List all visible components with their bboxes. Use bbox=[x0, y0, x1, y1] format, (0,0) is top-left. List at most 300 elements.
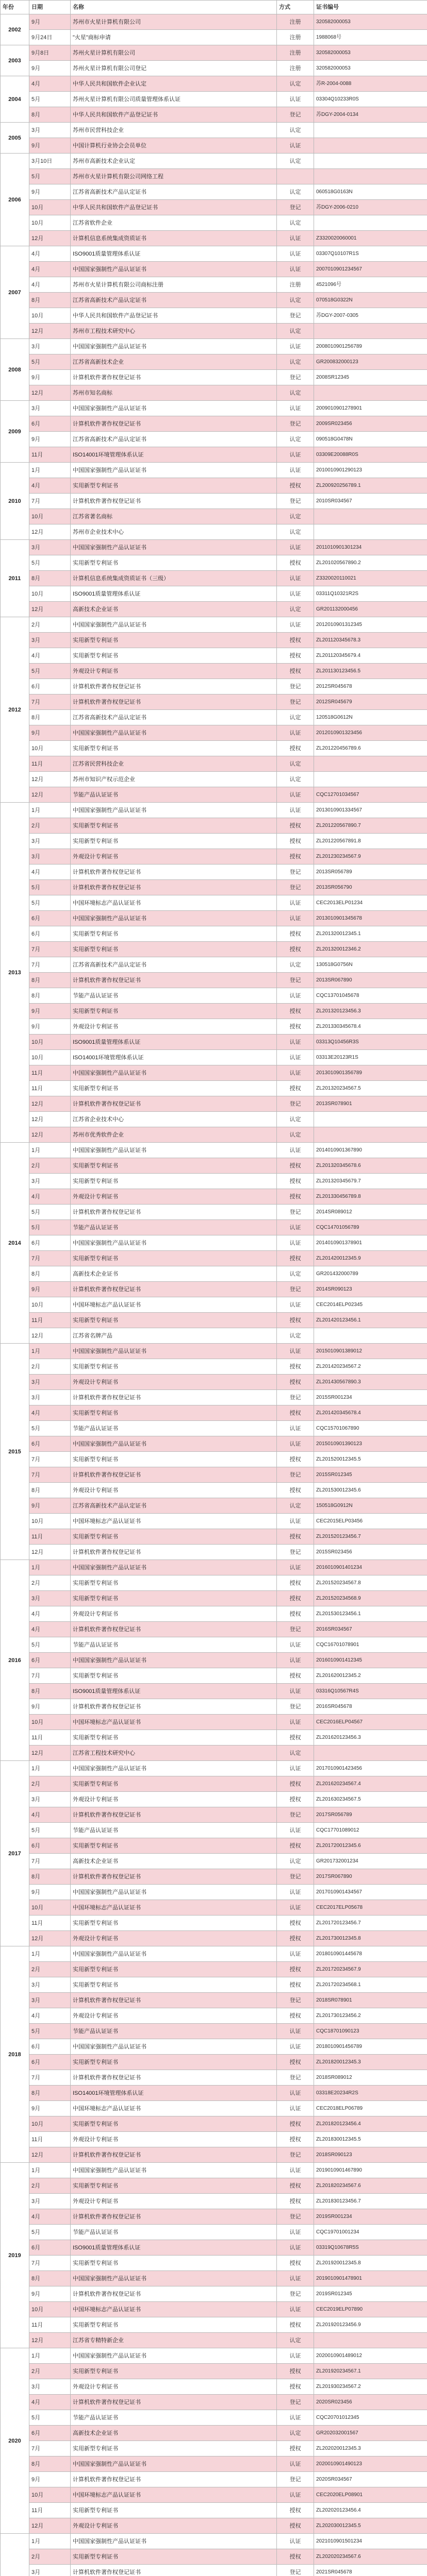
name-cell: 节能产品认证证书 bbox=[71, 2225, 277, 2240]
method-cell: 认证 bbox=[277, 2163, 314, 2178]
name-cell: 实用新型专利证书 bbox=[71, 478, 277, 494]
name-cell: 中国国家强制性产品认证证书 bbox=[71, 1436, 277, 1452]
name-cell: 江苏省著名商标 bbox=[71, 509, 277, 524]
method-cell: 登记 bbox=[277, 865, 314, 880]
name-cell: 中国国家强制性产品认证证书 bbox=[71, 1761, 277, 1776]
name-cell: 实用新型专利证书 bbox=[71, 1838, 277, 1854]
date-cell: 8月 bbox=[29, 2086, 71, 2101]
method-cell: 认定 bbox=[277, 154, 314, 169]
date-cell: 9月 bbox=[29, 61, 71, 76]
certificate-number-cell: 2010SR034567 bbox=[314, 494, 427, 509]
method-cell: 授权 bbox=[277, 2055, 314, 2070]
date-cell: 4月 bbox=[29, 478, 71, 494]
table-row bbox=[1, 895, 427, 911]
certificate-number-cell: 070518G0322N bbox=[314, 293, 427, 308]
table-row bbox=[1, 787, 427, 803]
certificate-number-cell: 苏R-2004-0088 bbox=[314, 76, 427, 92]
certificate-number-cell: ZL201220567891.8 bbox=[314, 834, 427, 849]
name-cell: 江苏省高新技术产品认定证书 bbox=[71, 1498, 277, 1514]
date-cell: 5月 bbox=[29, 354, 71, 370]
date-cell: 8月 bbox=[29, 1266, 71, 1282]
date-cell: 4月 bbox=[29, 76, 71, 92]
method-cell: 登记 bbox=[277, 1869, 314, 1885]
certificate-number-cell: 苏DGY-2006-0210 bbox=[314, 200, 427, 215]
date-cell: 3月 bbox=[29, 2194, 71, 2209]
table-row bbox=[1, 2240, 427, 2256]
method-cell: 注册 bbox=[277, 61, 314, 76]
name-cell: 苏州火星计算机有限公司 bbox=[71, 45, 277, 61]
method-cell: 认证 bbox=[277, 447, 314, 463]
method-cell: 认证 bbox=[277, 571, 314, 586]
certificate-number-cell: 2016010901401234 bbox=[314, 1560, 427, 1575]
date-cell: 10月 bbox=[29, 509, 71, 524]
table-row bbox=[1, 1637, 427, 1653]
name-cell: 高新技术企业证书 bbox=[71, 1266, 277, 1282]
name-cell: 高新技术企业证书 bbox=[71, 2426, 277, 2441]
certificate-number-cell: CQC14701056789 bbox=[314, 1220, 427, 1235]
certificate-number-cell: CQC16701078901 bbox=[314, 1637, 427, 1653]
certificate-number-cell: 03304Q10233R0S bbox=[314, 92, 427, 107]
table-row bbox=[1, 61, 427, 76]
date-cell: 11月 bbox=[29, 1081, 71, 1096]
name-cell: 中国环境标志产品认证证书 bbox=[71, 2302, 277, 2317]
date-cell: 2月 bbox=[29, 2178, 71, 2194]
date-cell: 8月 bbox=[29, 571, 71, 586]
name-cell: 计算机软件著作权登记证书 bbox=[71, 1807, 277, 1823]
certificate-number-cell: 2016010901412345 bbox=[314, 1653, 427, 1668]
method-cell: 授权 bbox=[277, 1575, 314, 1591]
date-cell: 5月 bbox=[29, 92, 71, 107]
date-cell: 10月 bbox=[29, 1514, 71, 1529]
certificate-number-cell: ZL201320234567.5 bbox=[314, 1081, 427, 1096]
date-cell: 3月 bbox=[29, 339, 71, 354]
date-cell: 1月 bbox=[29, 803, 71, 818]
method-cell: 授权 bbox=[277, 1483, 314, 1498]
name-cell: 计算机软件著作权登记证书 bbox=[71, 1390, 277, 1405]
certificate-number-cell: 2012010901323456 bbox=[314, 725, 427, 741]
date-cell: 2月 bbox=[29, 2549, 71, 2565]
method-cell: 授权 bbox=[277, 1019, 314, 1035]
name-cell: 计算机软件著作权登记证书 bbox=[71, 2395, 277, 2410]
name-cell: 计算机软件著作权登记证书 bbox=[71, 1699, 277, 1715]
date-cell: 10月 bbox=[29, 2487, 71, 2503]
method-cell: 认证 bbox=[277, 895, 314, 911]
table-row bbox=[1, 76, 427, 92]
date-cell: 8月 bbox=[29, 973, 71, 988]
name-cell: 外观设计专利证书 bbox=[71, 1606, 277, 1622]
date-cell: 1月 bbox=[29, 2534, 71, 2549]
year-cell: 2004 bbox=[1, 76, 29, 123]
certificate-number-cell: CEC2019ELP07890 bbox=[314, 2302, 427, 2317]
certificate-number-cell: Z3320020060001 bbox=[314, 231, 427, 246]
table-row bbox=[1, 1823, 427, 1838]
year-cell: 2003 bbox=[1, 45, 29, 76]
date-cell: 10月 bbox=[29, 308, 71, 324]
name-cell: 实用新型专利证书 bbox=[71, 942, 277, 957]
certificate-number-cell: ZL201830012345.5 bbox=[314, 2132, 427, 2147]
year-cell bbox=[1, 2534, 29, 2576]
table-row bbox=[1, 2070, 427, 2086]
method-cell: 授权 bbox=[277, 1452, 314, 1467]
table-row bbox=[1, 1838, 427, 1854]
name-cell: 苏州市知识产权示范企业 bbox=[71, 772, 277, 787]
method-cell: 认定 bbox=[277, 710, 314, 725]
method-cell: 授权 bbox=[277, 849, 314, 865]
method-cell: 授权 bbox=[277, 2379, 314, 2395]
table-row bbox=[1, 2147, 427, 2163]
certificate-number-cell: 2013010901345678 bbox=[314, 911, 427, 926]
name-cell: 计算机软件著作权登记证书 bbox=[71, 2209, 277, 2225]
certificate-number-cell: 2019010901478901 bbox=[314, 2271, 427, 2286]
name-cell: ISO9001质量管理体系认证 bbox=[71, 246, 277, 262]
certificate-number-cell: CQC15701067890 bbox=[314, 1421, 427, 1436]
certificate-number-cell: 090518G0478N bbox=[314, 432, 427, 447]
date-cell: 12月 bbox=[29, 602, 71, 617]
method-cell: 登记 bbox=[277, 1699, 314, 1715]
table-row bbox=[1, 1019, 427, 1035]
table-row bbox=[1, 617, 427, 633]
date-cell: 12月 bbox=[29, 385, 71, 401]
name-cell: 外观设计专利证书 bbox=[71, 2008, 277, 2024]
date-cell: 1月 bbox=[29, 463, 71, 478]
method-cell: 授权 bbox=[277, 2256, 314, 2271]
table-row bbox=[1, 45, 427, 61]
table-row bbox=[1, 1344, 427, 1359]
date-cell: 6月 bbox=[29, 2039, 71, 2055]
table-row bbox=[1, 2101, 427, 2116]
method-cell: 认定 bbox=[277, 1745, 314, 1761]
certificate-number-cell: ZL201320123456.3 bbox=[314, 1004, 427, 1019]
table-row bbox=[1, 1297, 427, 1313]
name-cell: 外观设计专利证书 bbox=[71, 1792, 277, 1807]
date-cell: 2月 bbox=[29, 818, 71, 834]
method-cell: 登记 bbox=[277, 416, 314, 432]
date-cell: 6月 bbox=[29, 2055, 71, 2070]
table-row bbox=[1, 2426, 427, 2441]
date-cell: 9月 bbox=[29, 1498, 71, 1514]
name-cell: ISO14001环境管理体系认证 bbox=[71, 1050, 277, 1065]
name-cell: 中国环境标志产品认证证书 bbox=[71, 895, 277, 911]
name-cell: 计算机软件著作权登记证书 bbox=[71, 679, 277, 694]
method-cell: 登记 bbox=[277, 2147, 314, 2163]
date-cell: 9月 bbox=[29, 1004, 71, 1019]
name-cell: 节能产品认证证书 bbox=[71, 1637, 277, 1653]
certificate-number-cell: ZL201730123456.2 bbox=[314, 2008, 427, 2024]
certificate-number-cell: 2015010901389012 bbox=[314, 1344, 427, 1359]
certificate-number-cell: CQC13701045678 bbox=[314, 988, 427, 1004]
method-cell: 认定 bbox=[277, 76, 314, 92]
name-cell: 江苏省高新技术产品认定证书 bbox=[71, 432, 277, 447]
name-cell: 江苏省高新技术产品认定证书 bbox=[71, 293, 277, 308]
certificate-number-cell bbox=[314, 123, 427, 138]
date-cell: 11月 bbox=[29, 447, 71, 463]
year-cell: 2005 bbox=[1, 123, 29, 154]
date-cell: 12月 bbox=[29, 787, 71, 803]
name-cell: 实用新型专利证书 bbox=[71, 1776, 277, 1792]
table-row bbox=[1, 1498, 427, 1514]
table-row bbox=[1, 2348, 427, 2364]
name-cell: 中国环境标志产品认证证书 bbox=[71, 2101, 277, 2116]
method-cell: 认证 bbox=[277, 1065, 314, 1081]
date-cell: 5月 bbox=[29, 664, 71, 679]
table-row bbox=[1, 246, 427, 262]
table-row bbox=[1, 1143, 427, 1158]
name-cell: 中国国家强制性产品认证证书 bbox=[71, 725, 277, 741]
name-cell: 中国国家强制性产品认证证书 bbox=[71, 2534, 277, 2549]
name-cell: 外观设计专利证书 bbox=[71, 2132, 277, 2147]
certificate-number-cell: ZL202030012345.5 bbox=[314, 2518, 427, 2534]
date-cell: 6月 bbox=[29, 911, 71, 926]
method-cell: 授权 bbox=[277, 1529, 314, 1545]
date-cell: 7月 bbox=[29, 2256, 71, 2271]
certificate-number-cell bbox=[314, 1127, 427, 1143]
name-cell: 中国国家强制性产品认证证书 bbox=[71, 2271, 277, 2286]
method-cell: 认定 bbox=[277, 1127, 314, 1143]
name-cell: 苏州市优秀软件企业 bbox=[71, 1127, 277, 1143]
name-cell: 苏州市民营科技企业 bbox=[71, 123, 277, 138]
date-cell: 5月 bbox=[29, 1823, 71, 1838]
name-cell: 节能产品认证证书 bbox=[71, 2410, 277, 2426]
date-cell: 3月 bbox=[29, 123, 71, 138]
table-row bbox=[1, 1885, 427, 1900]
table-row bbox=[1, 1653, 427, 1668]
method-cell: 认证 bbox=[277, 1220, 314, 1235]
name-cell: 实用新型专利证书 bbox=[71, 1977, 277, 1993]
certificate-number-cell: 2016SR034567 bbox=[314, 1622, 427, 1637]
method-cell: 授权 bbox=[277, 478, 314, 494]
name-cell: ISO14001环境管理体系认证 bbox=[71, 2086, 277, 2101]
date-cell: 7月 bbox=[29, 494, 71, 509]
name-cell: 实用新型专利证书 bbox=[71, 1452, 277, 1467]
table-row bbox=[1, 988, 427, 1004]
date-cell: 11月 bbox=[29, 1529, 71, 1545]
method-cell: 登记 bbox=[277, 694, 314, 710]
table-row bbox=[1, 1282, 427, 1297]
table-row bbox=[1, 30, 427, 45]
date-cell: 5月 bbox=[29, 1421, 71, 1436]
certificate-number-cell: 03316Q10567R4S bbox=[314, 1684, 427, 1699]
method-cell: 登记 bbox=[277, 1545, 314, 1560]
certificate-number-cell: ZL201820012345.3 bbox=[314, 2055, 427, 2070]
certificate-number-cell: 03318E20234R2S bbox=[314, 2086, 427, 2101]
table-row bbox=[1, 1436, 427, 1452]
year-cell: 2018 bbox=[1, 1946, 29, 2163]
header-row bbox=[1, 1, 427, 14]
name-cell: 计算机软件著作权登记证书 bbox=[71, 1622, 277, 1637]
method-cell: 认定 bbox=[277, 957, 314, 973]
table-row bbox=[1, 834, 427, 849]
name-cell: 外观设计专利证书 bbox=[71, 2379, 277, 2395]
table-row bbox=[1, 1529, 427, 1545]
method-cell: 认证 bbox=[277, 1035, 314, 1050]
date-cell: 3月 bbox=[29, 540, 71, 555]
table-row bbox=[1, 1946, 427, 1962]
name-cell: 实用新型专利证书 bbox=[71, 2503, 277, 2518]
date-cell: 6月 bbox=[29, 679, 71, 694]
table-row bbox=[1, 478, 427, 494]
name-cell: 实用新型专利证书 bbox=[71, 2364, 277, 2379]
name-cell: 中国国家强制性产品认证证书 bbox=[71, 2163, 277, 2178]
date-cell: 8月 bbox=[29, 1684, 71, 1699]
name-cell: 实用新型专利证书 bbox=[71, 1313, 277, 1328]
table-row bbox=[1, 138, 427, 154]
date-cell: 2月 bbox=[29, 1962, 71, 1977]
date-cell: 12月 bbox=[29, 1931, 71, 1946]
table-row bbox=[1, 1127, 427, 1143]
year-cell: 2007 bbox=[1, 246, 29, 339]
table-row bbox=[1, 586, 427, 602]
certificate-number-cell: ZL201320012345.1 bbox=[314, 926, 427, 942]
date-cell: 2月 bbox=[29, 2364, 71, 2379]
name-cell: 江苏省工程技术研究中心 bbox=[71, 1745, 277, 1761]
date-cell: 12月 bbox=[29, 1745, 71, 1761]
name-cell: 计算机软件著作权登记证书 bbox=[71, 694, 277, 710]
name-cell: 节能产品认证证书 bbox=[71, 1823, 277, 1838]
date-cell: 11月 bbox=[29, 1730, 71, 1745]
date-cell: 7月 bbox=[29, 1467, 71, 1483]
table-row bbox=[1, 1467, 427, 1483]
method-cell: 登记 bbox=[277, 107, 314, 123]
name-cell: 实用新型专利证书 bbox=[71, 2441, 277, 2456]
certificate-number-cell: ZL202020123456.4 bbox=[314, 2503, 427, 2518]
method-cell: 授权 bbox=[277, 1004, 314, 1019]
year-cell: 2013 bbox=[1, 803, 29, 1143]
name-cell: 计算机软件著作权登记证书 bbox=[71, 2286, 277, 2302]
date-cell: 10月 bbox=[29, 1715, 71, 1730]
table-row bbox=[1, 2364, 427, 2379]
certificate-number-cell: GR201432000789 bbox=[314, 1266, 427, 1282]
method-cell: 认证 bbox=[277, 2348, 314, 2364]
date-cell: 4月 bbox=[29, 1189, 71, 1205]
certificate-number-cell: CEC2017ELP05678 bbox=[314, 1900, 427, 1916]
table-row bbox=[1, 1421, 427, 1436]
date-cell: 12月 bbox=[29, 1127, 71, 1143]
method-cell: 认证 bbox=[277, 540, 314, 555]
certificate-number-cell: 2017010901434567 bbox=[314, 1885, 427, 1900]
date-cell: 1月 bbox=[29, 1761, 71, 1776]
table-row bbox=[1, 2132, 427, 2147]
name-cell: 外观设计专利证书 bbox=[71, 1189, 277, 1205]
name-cell: 中国国家强制性产品认证证书 bbox=[71, 2348, 277, 2364]
certificate-number-cell: 2012SR045678 bbox=[314, 679, 427, 694]
method-cell: 认证 bbox=[277, 2456, 314, 2472]
table-row bbox=[1, 849, 427, 865]
table-row bbox=[1, 2039, 427, 2055]
method-cell: 认证 bbox=[277, 1653, 314, 1668]
name-cell: 节能产品认证证书 bbox=[71, 2024, 277, 2039]
date-cell: 9月 bbox=[29, 725, 71, 741]
name-cell: 中国国家强制性产品认证证书 bbox=[71, 2456, 277, 2472]
year-cell: 2016 bbox=[1, 1560, 29, 1761]
date-cell: 4月 bbox=[29, 1622, 71, 1637]
certificate-number-cell: 2015010901390123 bbox=[314, 1436, 427, 1452]
certificate-number-cell: 2014010901367890 bbox=[314, 1143, 427, 1158]
method-cell: 授权 bbox=[277, 1606, 314, 1622]
table-row bbox=[1, 200, 427, 215]
table-row bbox=[1, 1112, 427, 1127]
table-row bbox=[1, 1035, 427, 1050]
method-cell: 认定 bbox=[277, 2333, 314, 2348]
certificate-number-cell: 320582000053 bbox=[314, 45, 427, 61]
method-cell: 登记 bbox=[277, 1467, 314, 1483]
table-row bbox=[1, 1591, 427, 1606]
name-cell: 实用新型专利证书 bbox=[71, 1251, 277, 1266]
name-cell: 计算机软件著作权登记证书 bbox=[71, 1467, 277, 1483]
date-cell: 1月 bbox=[29, 2163, 71, 2178]
name-cell: 中国国家强制性产品认证证书 bbox=[71, 540, 277, 555]
certificate-number-cell: ZL201120345678.3 bbox=[314, 633, 427, 648]
certificate-number-cell: 150518G0912N bbox=[314, 1498, 427, 1514]
method-cell: 授权 bbox=[277, 2518, 314, 2534]
name-cell: 计算机信息系统集成资质证书（三级） bbox=[71, 571, 277, 586]
table-row bbox=[1, 926, 427, 942]
name-cell: 中国国家强制性产品认证证书 bbox=[71, 911, 277, 926]
date-cell: 11月 bbox=[29, 2503, 71, 2518]
name-cell: 实用新型专利证书 bbox=[71, 2256, 277, 2271]
name-cell: 中国环境标志产品认证证书 bbox=[71, 1297, 277, 1313]
name-cell: 江苏省民营科技企业 bbox=[71, 756, 277, 772]
certificate-number-cell: CQC20701012345 bbox=[314, 2410, 427, 2426]
year-cell: 2008 bbox=[1, 339, 29, 401]
certificate-number-cell: 2018010901456789 bbox=[314, 2039, 427, 2055]
method-cell: 授权 bbox=[277, 2194, 314, 2209]
table-row bbox=[1, 2178, 427, 2194]
table-row bbox=[1, 725, 427, 741]
table-row bbox=[1, 1158, 427, 1174]
certificate-number-cell: 03319Q10678R5S bbox=[314, 2240, 427, 2256]
certificate-number-cell: ZL201620123456.3 bbox=[314, 1730, 427, 1745]
name-cell: 外观设计专利证书 bbox=[71, 1019, 277, 1035]
certificate-number-cell: 03309E20088R0S bbox=[314, 447, 427, 463]
table-row bbox=[1, 1266, 427, 1282]
date-cell: 9月 bbox=[29, 1885, 71, 1900]
certificate-number-cell: ZL201530012345.6 bbox=[314, 1483, 427, 1498]
certificate-number-cell: 03311Q10321R2S bbox=[314, 586, 427, 602]
table-row bbox=[1, 1668, 427, 1684]
date-cell: 6月 bbox=[29, 416, 71, 432]
method-cell: 登记 bbox=[277, 2209, 314, 2225]
method-cell: 授权 bbox=[277, 633, 314, 648]
date-cell: 3月 bbox=[29, 1174, 71, 1189]
certificate-number-cell: ZL201520234567.8 bbox=[314, 1575, 427, 1591]
certificate-number-cell: 1988068号 bbox=[314, 30, 427, 45]
table-row bbox=[1, 803, 427, 818]
date-cell: 9月 bbox=[29, 2472, 71, 2487]
name-cell: "火星"商标申请 bbox=[71, 30, 277, 45]
date-cell: 3月 bbox=[29, 2379, 71, 2395]
date-cell: 9月 bbox=[29, 2101, 71, 2116]
name-cell: 苏州市高新技术企业认定 bbox=[71, 154, 277, 169]
name-cell: 实用新型专利证书 bbox=[71, 741, 277, 756]
name-cell: 苏州市火星计算机有限公司 bbox=[71, 14, 277, 30]
name-cell: 实用新型专利证书 bbox=[71, 2116, 277, 2132]
certificate-number-cell bbox=[314, 138, 427, 154]
certificate-number-cell: 2015SR012345 bbox=[314, 1467, 427, 1483]
method-cell: 认证 bbox=[277, 2024, 314, 2039]
method-cell: 授权 bbox=[277, 1591, 314, 1606]
method-cell: 认定 bbox=[277, 184, 314, 200]
date-cell: 12月 bbox=[29, 1112, 71, 1127]
date-cell: 3月10日 bbox=[29, 154, 71, 169]
table-row bbox=[1, 14, 427, 30]
date-cell: 1月 bbox=[29, 1344, 71, 1359]
name-cell: 江苏省专精特新企业 bbox=[71, 2333, 277, 2348]
date-cell: 2月 bbox=[29, 1575, 71, 1591]
date-cell: 11月 bbox=[29, 1065, 71, 1081]
table-row bbox=[1, 1560, 427, 1575]
table-row bbox=[1, 957, 427, 973]
date-cell: 12月 bbox=[29, 2147, 71, 2163]
